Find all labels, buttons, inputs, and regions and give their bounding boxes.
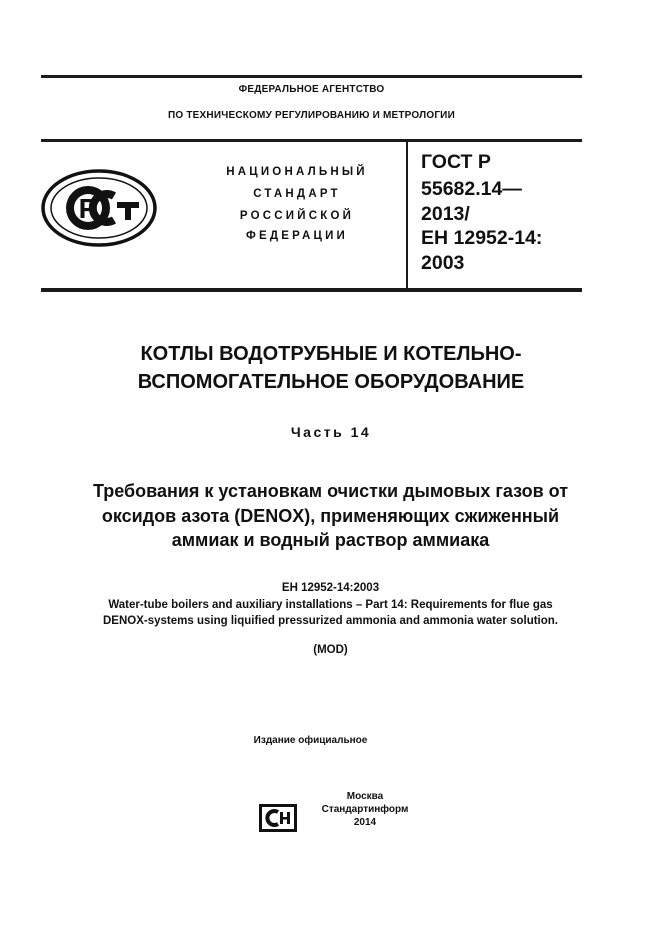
agency-line-1: ФЕДЕРАЛЬНОЕ АГЕНТСТВО xyxy=(238,84,385,95)
standard-label-line-1: НАЦИОНАЛЬНЫЙ xyxy=(226,166,368,178)
gost-code-line-4: ЕН 12952-14: xyxy=(421,227,543,249)
mod-label: (MOD) xyxy=(313,644,348,656)
svg-text:P: P xyxy=(78,193,98,224)
gost-code-line-5: 2003 xyxy=(421,252,465,274)
header-rule xyxy=(41,139,582,142)
vertical-divider xyxy=(406,142,408,288)
rst-emblem-icon xyxy=(40,168,158,248)
en-title-line-2: DENOX-systems using liquified pressurized ammonia and ammonia water solution. xyxy=(103,615,558,627)
subtitle-line-3: аммиак и водный раствор аммиака xyxy=(171,530,490,550)
standard-label-line-2: СТАНДАРТ xyxy=(253,188,341,200)
gost-code-line-2: 55682.14— xyxy=(421,178,522,200)
part-label: Часть 14 xyxy=(290,424,372,440)
gost-code-line-1: ГОСТ Р xyxy=(421,151,491,173)
standard-label-line-4: ФЕДЕРАЦИИ xyxy=(245,230,349,242)
subtitle-line-1: Требования к установкам очистки дымовых газов от xyxy=(92,481,569,501)
agency-line-2: ПО ТЕХНИЧЕСКОМУ РЕГУЛИРОВАНИЮ И МЕТРОЛОГИИ xyxy=(168,110,455,121)
publisher-name: Стандартинформ xyxy=(321,804,409,815)
bottom-header-rule xyxy=(41,288,582,292)
en-code: EH 12952-14:2003 xyxy=(281,582,380,594)
publisher-year: 2014 xyxy=(353,817,377,828)
en-title-line-1: Water-tube boilers and auxiliary installations – Part 14: Requirements for flue gas xyxy=(108,599,553,611)
subtitle-line-2: оксидов азота (DENOX), применяющих сжиженный xyxy=(101,506,560,526)
title-line-1: КОТЛЫ ВОДОТРУБНЫЕ И КОТЕЛЬНО- xyxy=(140,343,522,365)
gost-code-line-3: 2013/ xyxy=(421,203,470,225)
top-rule xyxy=(41,75,582,78)
title-line-2: ВСПОМОГАТЕЛЬНОЕ ОБОРУДОВАНИЕ xyxy=(137,371,525,393)
publisher-city: Москва xyxy=(346,791,384,802)
standard-label-line-3: РОССИЙСКОЙ xyxy=(239,210,355,222)
edition-label: Издание официальное xyxy=(253,735,368,746)
standartinform-logo-icon xyxy=(258,803,298,833)
